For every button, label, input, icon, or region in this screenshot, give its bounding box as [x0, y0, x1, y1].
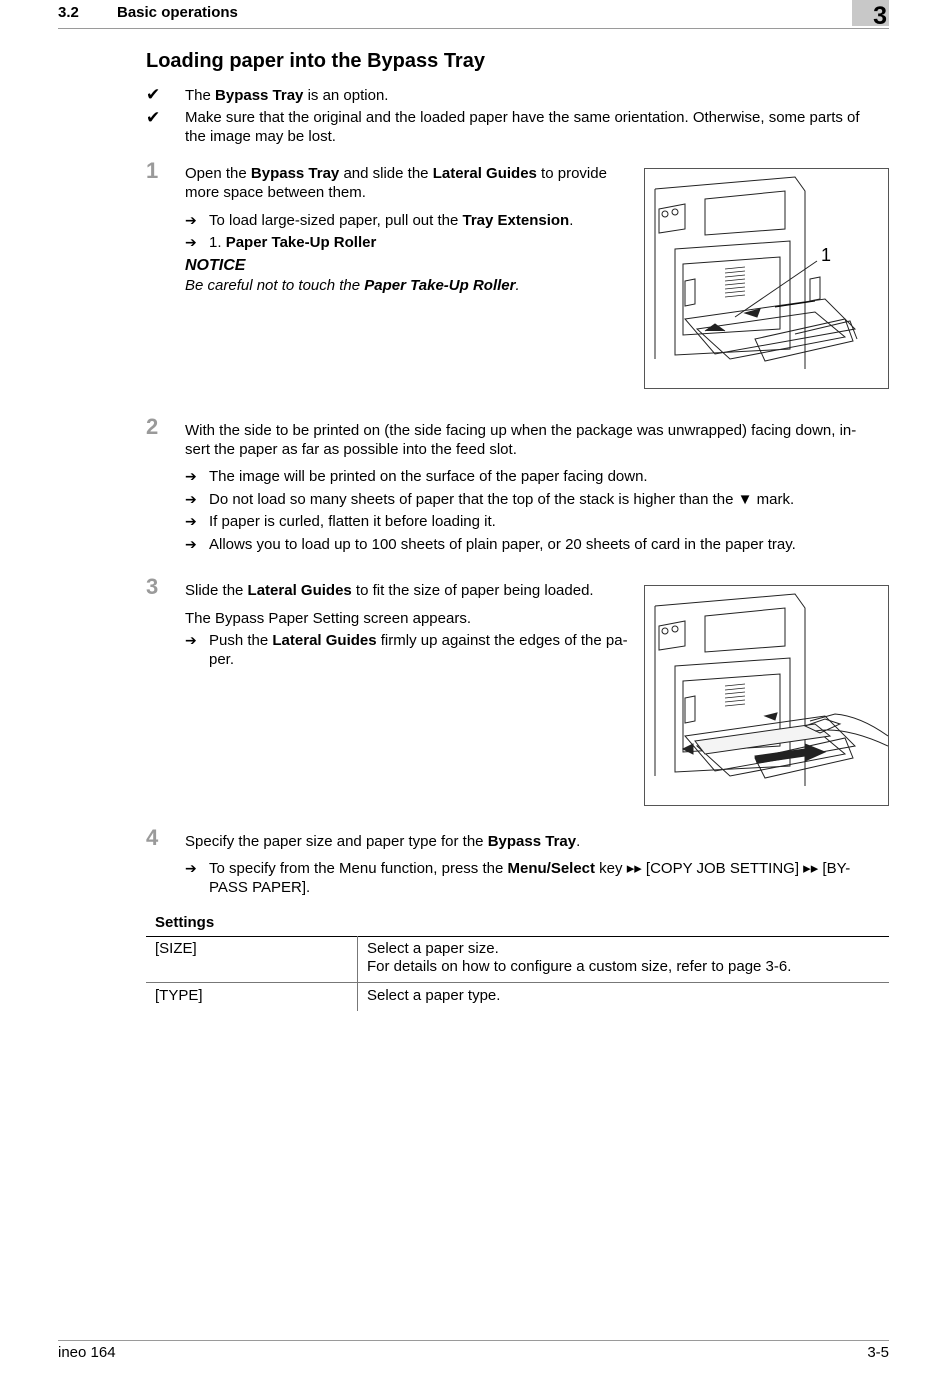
bypass-tray-figure-loading: [644, 585, 889, 806]
setting-desc: Select a paper size. For details on how to configure a custom size, refer to page 3-6.: [367, 940, 792, 975]
step2-text: With the side to be printed on (the side facing up when the package was unwrapped) facing down, in-: [185, 422, 857, 439]
step2-sub: The image will be printed on the surface of the paper facing down.: [209, 468, 648, 485]
page-number: 3-5: [867, 1344, 889, 1361]
header-rule: [58, 28, 889, 29]
arrow-icon: ➔: [185, 491, 197, 507]
step1-text-cont: more space between them.: [185, 184, 366, 201]
step4-sub: To specify from the Menu function, press the Menu/Select key ▸▸ [COPY JOB SETTING] ▸▸ [BY-: [209, 860, 851, 877]
step2-text-cont: sert the paper as far as possible into the feed slot.: [185, 441, 517, 458]
arrow-icon: ➔: [185, 212, 197, 228]
step1-sub-extension: To load large-sized paper, pull out the Tray Extension.: [209, 212, 574, 229]
page-title: Loading paper into the Bypass Tray: [146, 50, 485, 72]
step2-sub: Allows you to load up to 100 sheets of plain paper, or 20 sheets of card in the paper tray.: [209, 536, 796, 553]
arrow-icon: ➔: [185, 536, 197, 552]
step-number: 4: [146, 825, 159, 850]
table-row: [146, 983, 889, 1012]
step1-sub-roller: 1. Paper Take-Up Roller: [209, 234, 377, 251]
arrow-icon: ➔: [185, 860, 197, 876]
step4-text: Specify the paper size and paper type for the Bypass Tray.: [185, 833, 581, 850]
checkmark-icon: ✔: [146, 85, 161, 104]
setting-key: [TYPE]: [146, 983, 358, 1012]
bypass-tray-figure-open: [644, 168, 889, 389]
arrow-icon: ➔: [185, 513, 197, 529]
step-number: 3: [146, 574, 159, 599]
step1-text: Open the Bypass Tray and slide the Lateral Guides to provide: [185, 165, 607, 182]
note-orientation-cont: the image may be lost.: [185, 128, 336, 145]
settings-table: [146, 936, 889, 1011]
step-number: 1: [146, 158, 159, 183]
section-number: 3.2: [58, 4, 79, 21]
arrow-icon: ➔: [185, 468, 197, 484]
step3-result: The Bypass Paper Setting screen appears.: [185, 610, 471, 627]
chapter-number: 3: [873, 2, 887, 30]
arrow-icon: ➔: [185, 234, 197, 250]
step3-sub: Push the Lateral Guides firmly up against the edges of the pa-: [209, 632, 628, 649]
step4-sub-cont: PASS PAPER].: [209, 879, 311, 896]
checkmark-icon: ✔: [146, 108, 161, 127]
figure-callout: 1: [821, 245, 832, 265]
step3-sub-cont: per.: [209, 651, 235, 668]
notice-title: NOTICE: [185, 257, 246, 274]
table-row: [146, 936, 889, 983]
arrow-icon: ➔: [185, 632, 197, 648]
settings-title: Settings: [155, 914, 215, 931]
note-option: The Bypass Tray is an option.: [185, 87, 389, 104]
step2-sub: If paper is curled, flatten it before loading it.: [209, 513, 496, 530]
footer-model: ineo 164: [58, 1344, 116, 1361]
setting-key: [SIZE]: [146, 936, 358, 983]
notice-text: Be careful not to touch the Paper Take-Up Roller.: [185, 277, 520, 294]
step-number: 2: [146, 414, 159, 439]
step2-sub: Do not load so many sheets of paper that the top of the stack is higher than the ▼ mark.: [209, 491, 795, 508]
step3-text: Slide the Lateral Guides to fit the size of paper being loaded.: [185, 582, 594, 599]
note-orientation: Make sure that the original and the loaded paper have the same orientation. Otherwise, some parts of: [185, 109, 860, 126]
footer-rule: [58, 1340, 889, 1341]
section-title: Basic operations: [117, 4, 238, 21]
setting-desc: Select a paper type.: [367, 987, 501, 1004]
